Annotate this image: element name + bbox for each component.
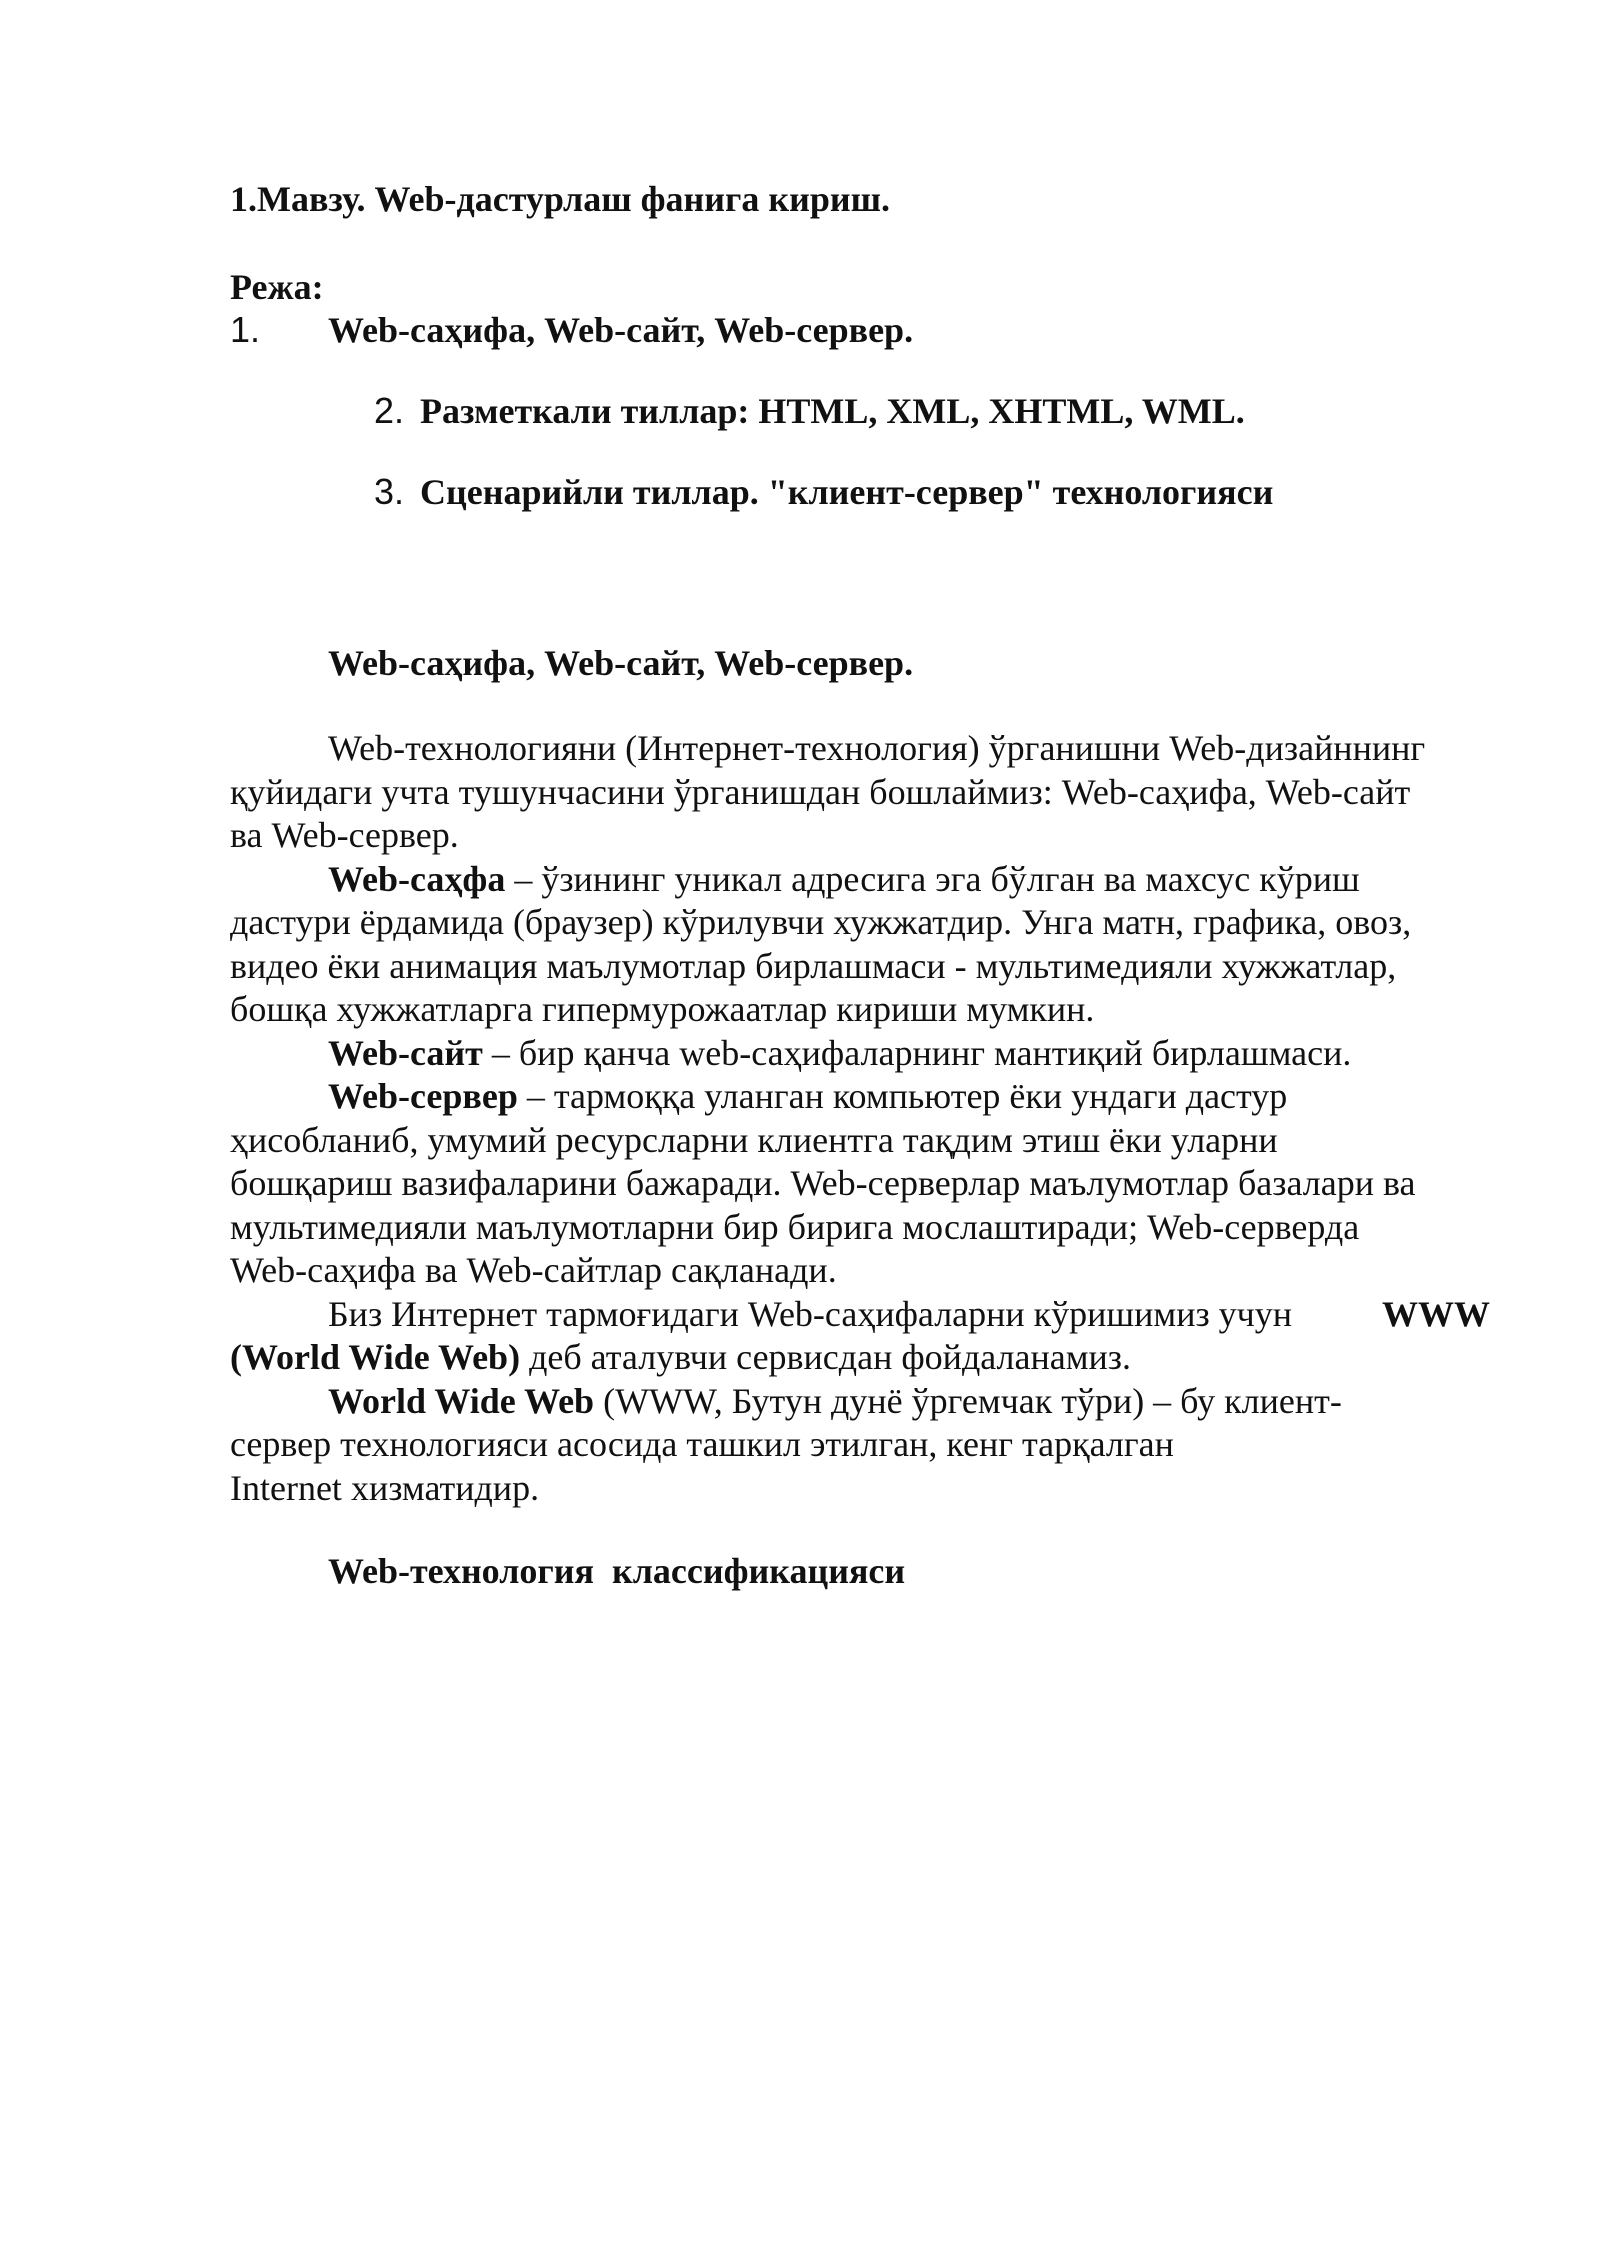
definition-text: – ўзининг уникал адресига эга бўлган ва махсус кўриш [505, 858, 1360, 899]
paragraph-line: Web-технологияни (Интернет-технология) ўрганишни Web-дизайннинг [328, 728, 1426, 768]
definition-web-server [230, 1075, 1490, 1119]
section-heading-web: Web-саҳифа, Web-сайт, Web-сервер. [328, 643, 914, 683]
term-web-server: Web-сервер [328, 1076, 518, 1116]
document-title: 1.Мавзу. Web-дастурлаш фанига кириш. [230, 179, 891, 219]
paragraph-line: мультимедияли маълумотларни бир бирига мослаштиради; Web-серверда [230, 1206, 1360, 1247]
plan-item-text: Сценарийли тиллар. "клиент-сервер" технологияси [420, 472, 1274, 512]
paragraph-line: ҳисобланиб, умумий ресурсларни клиентга тақдим этиш ёки уларни [230, 1119, 1278, 1160]
term-www: WWW [1382, 1293, 1490, 1334]
definition-text: – бир қанча web-саҳифаларнинг мантиқий бирлашмаси. [482, 1032, 1352, 1073]
paragraph-line: видео ёки анимация маълумотлар бирлашмаси - мультимедияли хужжатлар, [230, 945, 1397, 986]
paragraph-line: бошқа хужжатларга гипермурожаатлар кириши мумкин. [230, 989, 1095, 1029]
paragraph-line: Web-саҳифа ва Web-сайтлар сақланади. [230, 1250, 837, 1290]
term-web-site: Web-сайт [328, 1032, 483, 1073]
term-world-wide-web: World Wide Web [328, 1380, 595, 1421]
plan-label: Режа: [230, 267, 324, 307]
definition-text: – тармоққа уланган компьютер ёки ундаги дастур [517, 1076, 1288, 1116]
plan-item-number: 1. [230, 309, 261, 350]
paragraph-line: қуйидаги учта тушунчасини ўрганишдан бошлаймиз: Web-саҳифа, Web-сайт [230, 771, 1411, 812]
paragraph-www [230, 1293, 1490, 1337]
plan-item-1 [230, 309, 914, 351]
definition-web-page [230, 858, 1490, 902]
paragraph-line: дастури ёрдамида (браузер) кўрилувчи хужжатдир. Унга матн, графика, овоз, [230, 902, 1412, 942]
section-heading-classification: Web-технология классификацияси [328, 1551, 906, 1591]
plan-item-3 [374, 471, 1274, 513]
definition-world-wide-web [230, 1380, 1490, 1424]
body-text [230, 727, 1490, 1510]
definition-web-site [230, 1032, 1490, 1076]
plan-item-2 [374, 390, 1245, 432]
paragraph-text: Биз Интернет тармоғидаги Web-саҳифаларни кўришимиз учун [328, 1293, 1293, 1334]
paragraph-line [230, 1336, 1490, 1380]
paragraph-line: ва Web-сервер. [230, 815, 459, 855]
definition-text: (WWW, Бутун дунё ўргемчак тўри) – бу клиент- [594, 1380, 1342, 1421]
paragraph-line: бошқариш вазифаларини бажаради. Web-серверлар маълумотлар базалари ва [230, 1163, 1416, 1203]
plan-item-number: 3. [374, 471, 405, 512]
plan-item-text: Разметкали тиллар: HTML, XML, XHTML, WML. [420, 391, 1245, 431]
paragraph-line: Internet хизматидир. [230, 1467, 540, 1508]
paragraph-line: сервер технологияси асосида ташкил этилган, кенг тарқалган [230, 1424, 1174, 1464]
term-world-wide-web: (World Wide Web) [230, 1337, 521, 1377]
term-web-page: Web-саҳфа [328, 858, 506, 899]
plan-item-number: 2. [374, 390, 405, 431]
paragraph-text: деб аталувчи сервисдан фойдаланамиз. [520, 1337, 1132, 1377]
plan-item-text: Web-саҳифа, Web-сайт, Web-сервер. [328, 310, 914, 350]
